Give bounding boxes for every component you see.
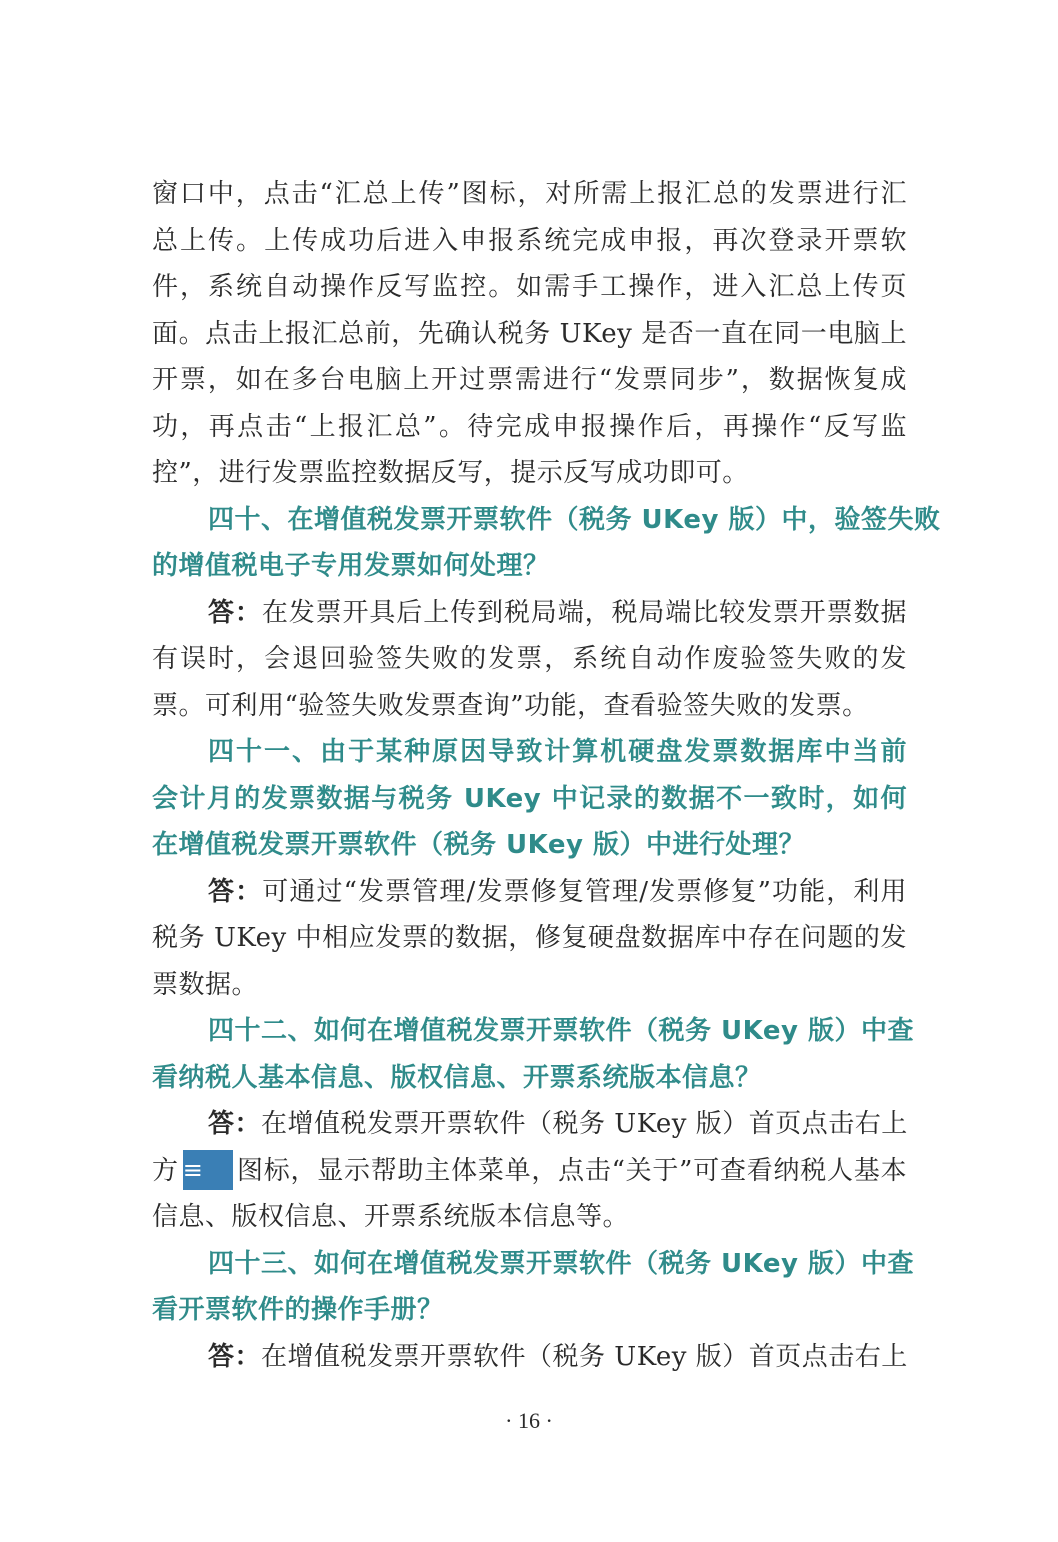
answer-line — [152, 869, 907, 916]
answer-line — [152, 1334, 907, 1381]
answer-line: 票。可利用“验签失败发票查询”功能，查看验签失败的发票。 — [152, 690, 869, 721]
answer-text: 在增值税发票开票软件（税务 UKey 版）首页点击右上 — [261, 1109, 908, 1139]
text-line: 窗口中，点击“汇总上传”图标，对所需上报汇总的发票进行汇 — [152, 179, 907, 209]
menu-icon[interactable]: ≡ — [183, 1150, 233, 1190]
heading-line: 四十二、如何在增值税发票开票软件（税务 UKey 版）中查 — [208, 1016, 914, 1046]
answer-label: 答： — [208, 597, 262, 628]
question-42-heading — [152, 1008, 914, 1101]
intro-paragraph — [152, 171, 907, 497]
answer-line: 税务 UKey 中相应发票的数据，修复硬盘数据库中存在问题的发 — [152, 923, 907, 953]
answer-40 — [152, 590, 907, 730]
answer-text: 可通过“发票管理/发票修复管理/发票修复”功能，利用 — [262, 876, 907, 907]
page-body — [152, 171, 941, 1380]
text-line: 开票，如在多台电脑上开过票需进行“发票同步”，数据恢复成 — [152, 365, 907, 395]
heading-line: 四十、在增值税发票开票软件（税务 UKey 版）中，验签失败 — [208, 504, 941, 535]
answer-line: 信息、版权信息、开票系统版本信息等。 — [152, 1202, 630, 1232]
answer-label: 答： — [208, 1341, 262, 1372]
heading-line: 四十三、如何在增值税发票开票软件（税务 UKey 版）中查 — [208, 1248, 914, 1279]
page-number: · 16 · — [505, 1408, 553, 1433]
heading-line: 在增值税发票开票软件（税务 UKey 版）中进行处理？ — [152, 830, 805, 860]
answer-text: 在发票开具后上传到税局端，税局端比较发票开票数据 — [261, 597, 907, 628]
text-line: 件，系统自动操作反写监控。如需手工操作，进入汇总上传页 — [152, 272, 907, 302]
text-line: 面。点击上报汇总前，先确认税务 UKey 是否一直在同一电脑上 — [152, 318, 907, 349]
answer-text: 图标，显示帮助主体菜单，点击“关于”可查看纳税人基本 — [236, 1155, 907, 1186]
answer-line: 票数据。 — [152, 969, 259, 1000]
question-41-heading — [152, 729, 907, 869]
answer-label: 答： — [208, 1109, 262, 1139]
heading-line: 四十一、由于某种原因导致计算机硬盘发票数据库中当前 — [208, 737, 907, 767]
text-line: 功，再点击“上报汇总”。待完成申报操作后，再操作“反写监 — [152, 411, 907, 442]
text-line: 总上传。上传成功后进入申报系统完成申报，再次登录开票软 — [152, 225, 907, 256]
answer-line: 有误时，会退回验签失败的发票，系统自动作废验签失败的发 — [152, 644, 907, 674]
answer-line — [152, 1148, 907, 1195]
heading-line: 看纳税人基本信息、版权信息、开票系统版本信息？ — [152, 1062, 762, 1093]
heading-line: 会计月的发票数据与税务 UKey 中记录的数据不一致时，如何 — [152, 783, 907, 814]
text-line: 控”，进行发票监控数据反写，提示反写成功即可。 — [152, 458, 749, 488]
answer-label: 答： — [208, 876, 263, 907]
answer-line — [152, 590, 907, 637]
answer-42 — [152, 1101, 907, 1241]
heading-line: 看开票软件的操作手册？ — [152, 1295, 444, 1325]
answer-41 — [152, 869, 907, 1009]
answer-text: 方 — [152, 1155, 179, 1186]
answer-43 — [152, 1334, 907, 1381]
question-43-heading — [152, 1241, 914, 1334]
answer-line — [152, 1101, 907, 1148]
heading-line: 的增值税电子专用发票如何处理？ — [152, 551, 550, 581]
question-40-heading — [152, 497, 941, 590]
answer-text: 在增值税发票开票软件（税务 UKey 版）首页点击右上 — [261, 1341, 908, 1372]
